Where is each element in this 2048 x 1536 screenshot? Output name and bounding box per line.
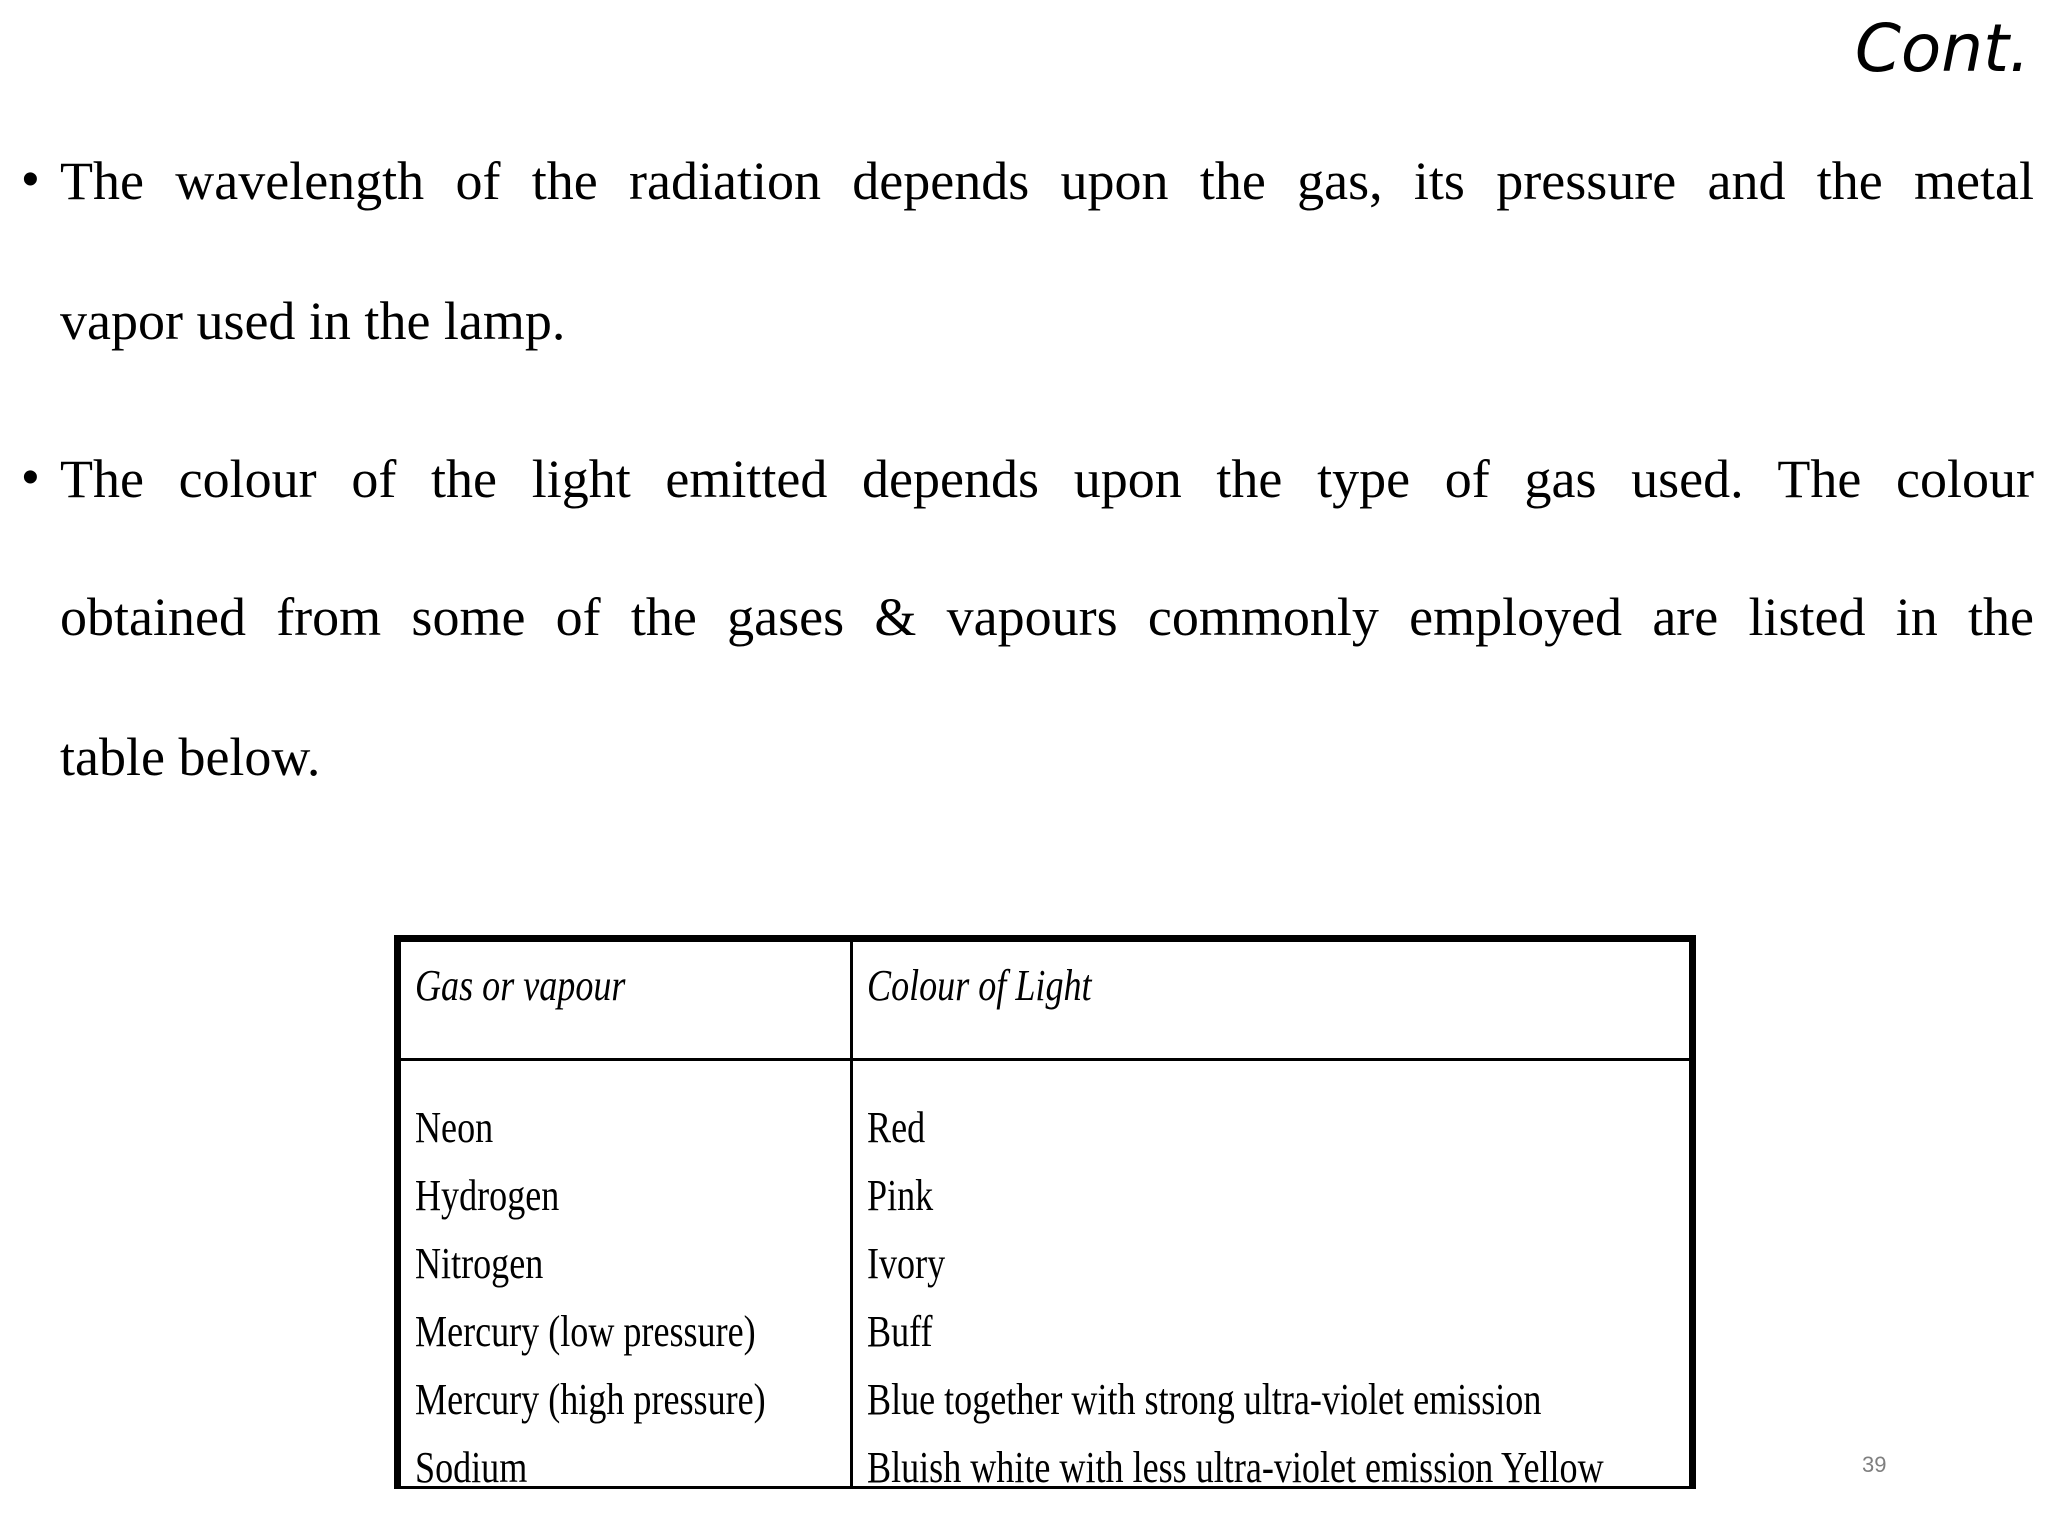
table-header-colour: Colour of Light	[867, 961, 1092, 1010]
table-cell-colour: Ivory	[867, 1239, 946, 1288]
table-header-separator	[401, 1058, 1689, 1061]
table-header-gas: Gas or vapour	[415, 961, 626, 1010]
table-cell-gas: Mercury (low pressure)	[415, 1307, 756, 1356]
table-cell-colour: Red	[867, 1103, 926, 1152]
bullet-1-line-1: The wavelength of the radiation depends upon the gas, its pressure and the metal	[60, 151, 2034, 211]
bullet-dot: •	[22, 153, 39, 206]
bullet-2-line-2: obtained from some of the gases & vapours commonly employed are listed in the	[60, 587, 2034, 647]
table-cell-gas: Sodium	[415, 1443, 528, 1492]
table-cell-colour: Pink	[867, 1171, 934, 1220]
bullet-dot: •	[22, 451, 39, 504]
bullet-1-line-2: vapor used in the lamp.	[60, 291, 566, 351]
bullet-2-line-1: The colour of the light emitted depends upon the type of gas used. The colour	[60, 449, 2034, 509]
table-cell-colour: Buff	[867, 1307, 933, 1356]
table-cell-gas: Mercury (high pressure)	[415, 1375, 766, 1424]
gas-colour-table	[394, 935, 1696, 1492]
slide-title: Cont.	[1854, 10, 2030, 87]
table-column-separator	[850, 942, 853, 1486]
table-cell-colour: Bluish white with less ultra-violet emission Yellow	[867, 1443, 1604, 1492]
table-cell-gas: Neon	[415, 1103, 494, 1152]
page-number: 39	[1862, 1452, 1887, 1477]
table-cell-gas: Hydrogen	[415, 1171, 560, 1220]
table-cell-gas: Nitrogen	[415, 1239, 544, 1288]
table-cell-colour: Blue together with strong ultra-violet emission	[867, 1375, 1542, 1424]
bullet-2-line-3: table below.	[60, 727, 321, 787]
